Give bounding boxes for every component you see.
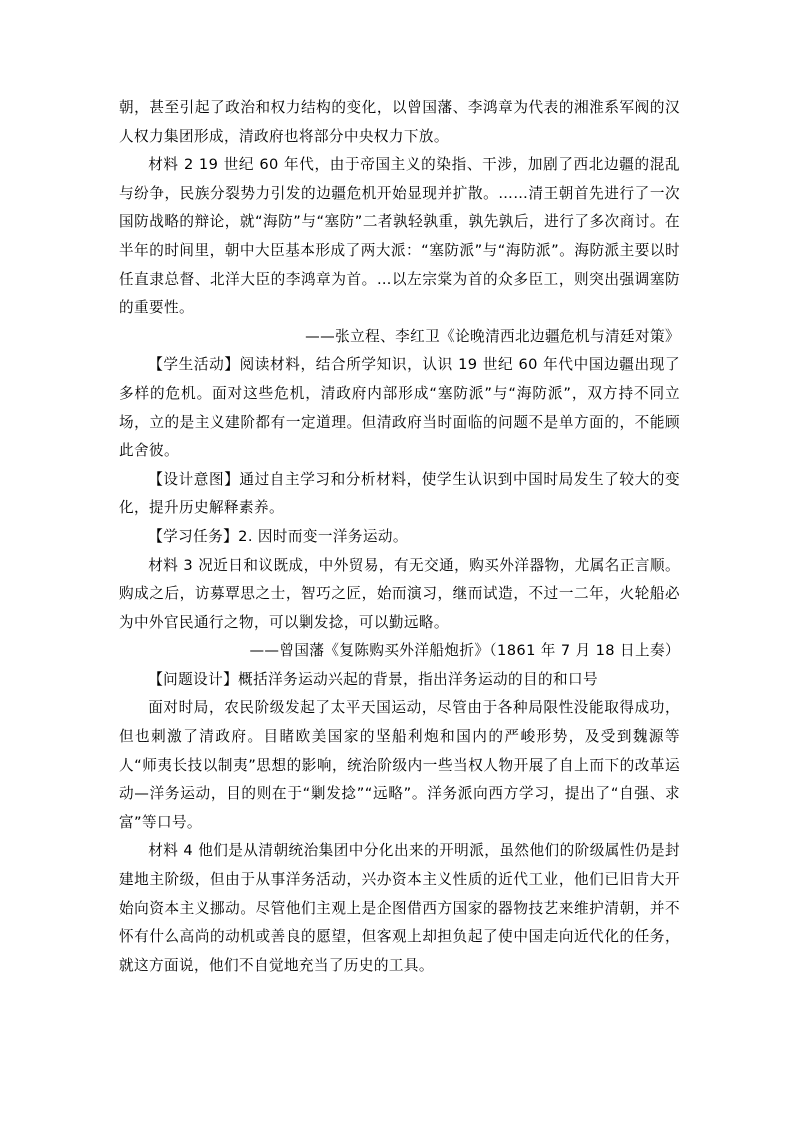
paragraph-material-2: 材料 2 19 世纪 60 年代，由于帝国主义的染指、干涉，加剧了西北边疆的混乱与纷争，民族分裂势力引发的边疆危机开始显现并扩散。……清王朝首先进行了一次国防战略的辩论，就“海防”与“塞防”二者孰轻孰重，孰先孰后，进行了多次商讨。在半年的时间里，朝中大臣基本形成了两大派：“塞防派”与“海防派”。海防派主要以时任直隶总督、北洋大臣的李鸿章为首。…以左宗棠为首的众多臣工，则突出强调塞防的重要性。 <box>119 156 680 317</box>
paragraph-material-4: 材料 4 他们是从清朝统治集团中分化出来的开明派，虽然他们的阶级属性仍是封建地主阶级，但由于从事洋务活动，兴办资本主义性质的近代工业，他们已旧肯大开始向资本主义挪动。尽管他们主观上是企图借西方国家的器物技艺来维护清朝，并不怀有什么高尚的动机或善良的愿望，但客观上却担负起了使中国走向近代化的任务，就这方面说，他们不自觉地充当了历史的工具。 <box>119 842 680 974</box>
paragraph-question-design: 【问题设计】概括洋务运动兴起的背景，指出洋务运动的目的和口号 <box>148 670 599 688</box>
paragraph-student-activity: 【学生活动】阅读材料，结合所学知识，认识 19 世纪 60 年代中国边疆出现了多样的危机。面对这些危机，清政府内部形成“塞防派”与“海防派”，双方持不同立场，立的是主义建阶都有一定道理。但清政府当时面临的问题不是单方面的，不能顾此舍彼。 <box>119 356 680 460</box>
source-citation-2: ——曾国藩《复陈购买外洋船炮折》（1861 年 7 月 18 日上奏） <box>249 642 680 660</box>
paragraph-material-3: 材料 3 况近日和议既成，中外贸易，有无交通，购买外洋器物，尤属名正言顺。购成之后，访募覃思之士，智巧之匠，始而演习，继而试造，不过一二年，火轮船必为中外官民通行之物，可以剿发捻，可以勤远略。 <box>119 556 680 631</box>
paragraph-design-intent: 【设计意图】通过自主学习和分析材料，使学生认识到中国时局发生了较大的变化，提升历史解释素养。 <box>119 470 680 517</box>
source-citation-1: ——张立程、李红卫《论晚清西北边疆危机与清廷对策》 <box>305 327 680 345</box>
paragraph-continuation: 朝，甚至引起了政治和权力结构的变化，以曾国藩、李鸿章为代表的湘淮系军阀的汉人权力集团形成，清政府也将部分中央权力下放。 <box>119 99 680 145</box>
document-page <box>119 94 680 980</box>
paragraph-body: 面对时局，农民阶级发起了太平天国运动，尽管由于各种局限性没能取得成功，但也刺激了清政府。目睹欧美国家的坚船利炮和国内的严峻形势，及受到魏源等人“师夷长技以制夷”思想的影响，统治阶级内一些当权人物开展了自上而下的改革运动—洋务运动，目的则在于“剿发捻”“远略”。洋务派向西方学习，提出了“自强、求富”等口号。 <box>119 699 680 831</box>
paragraph-learning-task: 【学习任务】2. 因时而变一洋务运动。 <box>148 527 408 545</box>
